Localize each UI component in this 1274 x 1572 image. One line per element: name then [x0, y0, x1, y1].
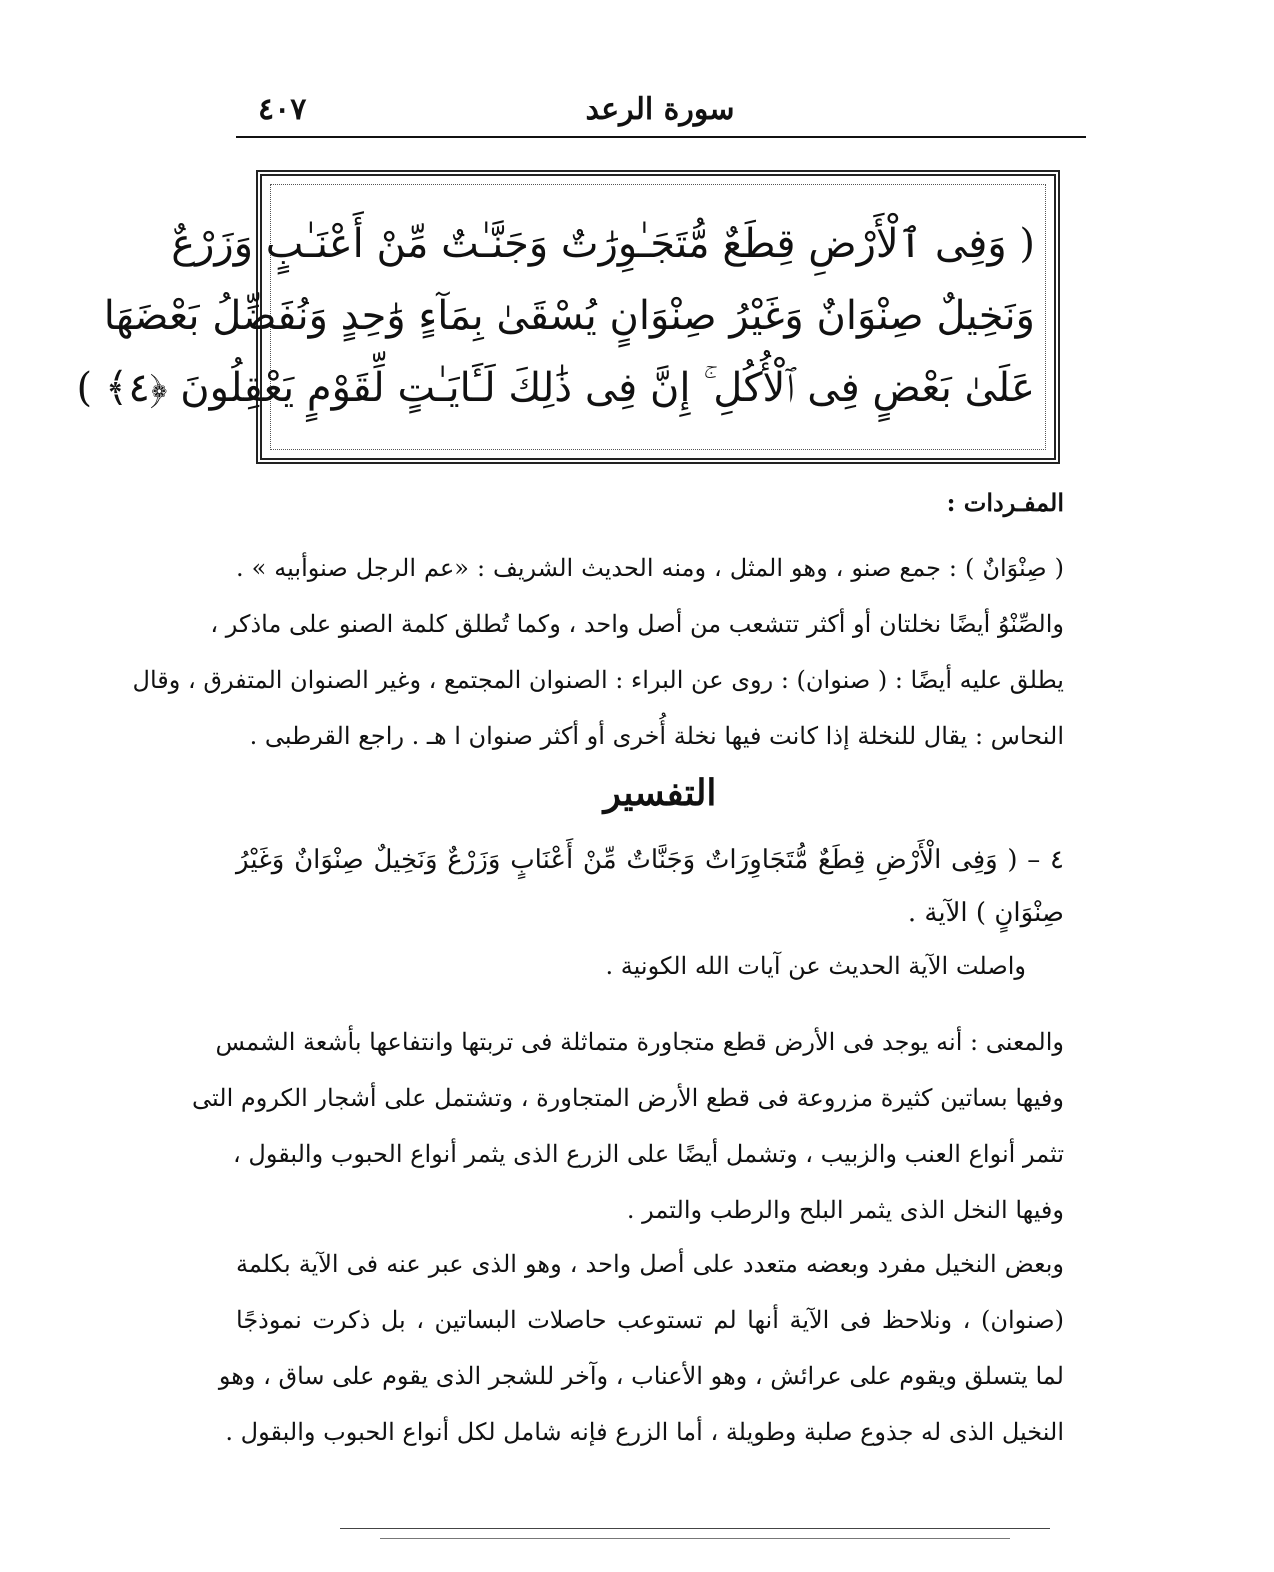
verse-line: وَنَخِيلٌ صِنْوَانٌ وَغَيْرُ صِنْوَانٍ يُسْقَىٰ بِمَآءٍ وَٰحِدٍ وَنُفَضِّلُ بَعْضَهَا: [103, 293, 1035, 339]
palms-paragraph: [218, 1236, 1064, 1460]
vocab-paragraph: [132, 540, 1064, 764]
footer-rule: [340, 1528, 1050, 1529]
tafsir-intro: [236, 938, 1026, 994]
text-line: ( صِنْوَانٌ ) : جمع صنو ، وهو المثل ، ومنه الحديث الشريف : «عم الرجل صنوأبيه » .: [236, 554, 1064, 582]
text-line: واصلت الآية الحديث عن آيات الله الكونية .: [605, 952, 1026, 980]
text-line: النحاس : يقال للنخلة إذا كانت فيها نخلة أُخرى أو أكثر صنوان ا هـ . راجع القرطبى .: [249, 722, 1064, 750]
vocab-heading: المفـردات :: [946, 488, 1064, 517]
text-line: صِنْوَانٍ ) الآية .: [907, 898, 1064, 928]
text-line: (صنوان) ، ونلاحظ فى الآية أنها لم تستوعب حاصلات البساتين ، بل ذكرت نموذجًا: [236, 1306, 1064, 1334]
page-number: ٤٠٧: [258, 92, 307, 127]
text-line: تثمر أنواع العنب والزبيب ، وتشمل أيضًا على الزرع الذى يثمر أنواع الحبوب والبقول ،: [233, 1140, 1064, 1168]
tafsir-heading: التفسير: [603, 772, 717, 814]
text-line: وفيها النخل الذى يثمر البلح والرطب والتمر .: [626, 1196, 1064, 1224]
text-line: النخيل الذى له جذوع صلبة وطويلة ، أما الزرع فإنه شامل لكل أنواع الحبوب والبقول .: [225, 1418, 1064, 1446]
text-line: يطلق عليه أيضًا : ( صنوان) : روى عن البراء : الصنوان المجتمع ، وغير الصنوان المتفرق ، وقال: [132, 666, 1064, 694]
meaning-paragraph: [192, 1014, 1064, 1238]
text-line: والصِّنْوُ أيضًا نخلتان أو أكثر تتشعب من أصل واحد ، وكما تُطلق كلمة الصنو على ماذكر ،: [210, 610, 1064, 638]
text-line: ٤ – ( وَفِى الْأَرْضِ قِطَعٌ مُّتَجَاوِرَاتٌ وَجَنَّاتٌ مِّنْ أَعْنَابٍ وَزَرْعٌ وَنَخِيلٌ صِنْوَانٌ وَغَيْرُ: [236, 845, 1064, 875]
text-line: لما يتسلق ويقوم على عرائش ، وهو الأعناب ، وآخر للشجر الذى يقوم على ساق ، وهو: [218, 1362, 1064, 1390]
text-line: وبعض النخيل مفرد وبعضه متعدد على أصل واحد ، وهو الذى عبر عنه فى الآية بكلمة: [236, 1250, 1064, 1278]
running-header-title: سورة الرعد: [585, 92, 735, 127]
text-line: والمعنى : أنه يوجد فى الأرض قطع متجاورة متماثلة فى تربتها وانتفاعها بأشعة الشمس: [215, 1028, 1064, 1056]
verse-box: [76, 208, 1035, 424]
verse-line: عَلَىٰ بَعْضٍ فِى ٱلْأُكُلِ ۚ إِنَّ فِى ذَٰلِكَ لَـَٔايَـٰتٍ لِّقَوْمٍ يَعْقِلُونَ ﴿٤﴾ ): [76, 365, 1035, 411]
tafsir-verse: [236, 832, 1064, 938]
footer-rule: [380, 1538, 1010, 1539]
verse-line: ( وَفِى ٱلْأَرْضِ قِطَعٌ مُّتَجَـٰوِرَٰتٌ وَجَنَّـٰتٌ مِّنْ أَعْنَـٰبٍ وَزَرْعٌ: [171, 221, 1035, 267]
header-rule: [236, 136, 1086, 138]
text-line: وفيها بساتين كثيرة مزروعة فى قطع الأرض المتجاورة ، وتشتمل على أشجار الكروم التى: [192, 1084, 1064, 1112]
